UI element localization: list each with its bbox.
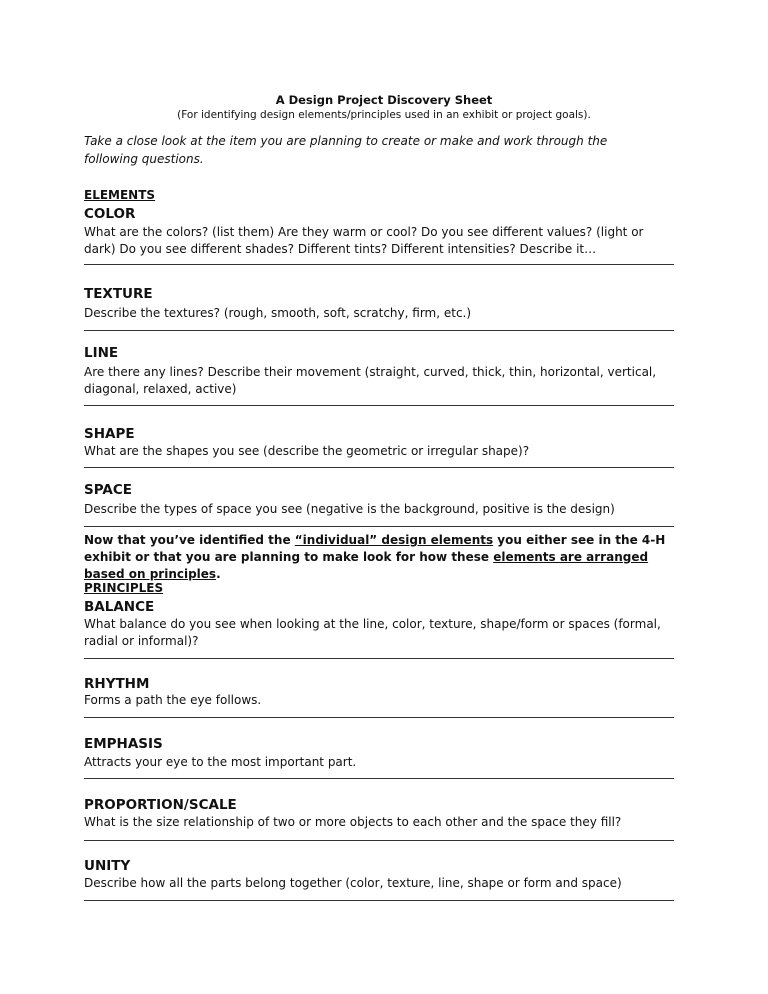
shape-heading: SHAPE — [84, 426, 135, 442]
transition-text: . — [216, 567, 221, 581]
emphasis-answer-line[interactable] — [84, 778, 674, 779]
line-question: Are there any lines? Describe their movement (straight, curved, thick, thin, horizontal, vertical, diagonal, relaxed, active) — [84, 365, 657, 396]
balance-heading: BALANCE — [84, 599, 155, 615]
individual-elements-emphasis: “individual” design elements — [294, 533, 494, 547]
rhythm-answer-line[interactable] — [84, 717, 674, 718]
elements-heading: ELEMENTS — [84, 188, 156, 202]
unity-heading: UNITY — [84, 858, 131, 874]
transition-text: Now that you’ve identified the — [84, 533, 295, 547]
page-title: A Design Project Discovery Sheet — [275, 93, 493, 107]
texture-question: Describe the textures? (rough, smooth, soft, scratchy, firm, etc.) — [84, 306, 472, 320]
intro-text: Take a close look at the item you are planning to create or make and work through the following questions. — [84, 134, 608, 166]
rhythm-question: Forms a path the eye follows. — [84, 693, 262, 707]
unity-question: Describe how all the parts belong together (color, texture, line, shape or form and space) — [84, 876, 622, 890]
space-heading: SPACE — [84, 482, 132, 498]
space-question: Describe the types of space you see (negative is the background, positive is the design) — [84, 502, 615, 516]
transition-paragraph — [84, 532, 674, 583]
balance-question: What balance do you see when looking at the line, color, texture, shape/form or spaces (formal, radial or informal)? — [84, 617, 661, 648]
page-subtitle: (For identifying design elements/principles used in an exhibit or project goals). — [177, 109, 591, 121]
emphasis-question: Attracts your eye to the most important part. — [84, 755, 357, 769]
texture-heading: TEXTURE — [84, 286, 153, 302]
transition-text: you either see in the 4-H exhibit or that you are planning to make look for how these — [84, 533, 666, 564]
principles-heading: PRINCIPLES — [84, 581, 164, 595]
space-answer-line[interactable] — [84, 526, 674, 527]
line-heading: LINE — [84, 345, 119, 361]
balance-answer-line[interactable] — [84, 658, 674, 659]
proportion-answer-line[interactable] — [84, 840, 674, 841]
proportion-heading: PROPORTION/SCALE — [84, 797, 237, 813]
color-answer-line[interactable] — [84, 264, 674, 265]
color-heading: COLOR — [84, 206, 136, 222]
rhythm-heading: RHYTHM — [84, 676, 150, 692]
shape-answer-line[interactable] — [84, 467, 674, 468]
texture-answer-line[interactable] — [84, 330, 674, 331]
line-answer-line[interactable] — [84, 405, 674, 406]
principles-emphasis: elements are arranged based on principles — [84, 550, 649, 581]
emphasis-heading: EMPHASIS — [84, 736, 163, 752]
color-question: What are the colors? (list them) Are they warm or cool? Do you see different values? (light or dark) Do you see different shades? Different tints? Different intensities? Describe it… — [84, 225, 644, 256]
shape-question: What are the shapes you see (describe the geometric or irregular shape)? — [84, 444, 530, 458]
proportion-question: What is the size relationship of two or more objects to each other and the space they fill? — [84, 815, 622, 829]
unity-answer-line[interactable] — [84, 900, 674, 901]
